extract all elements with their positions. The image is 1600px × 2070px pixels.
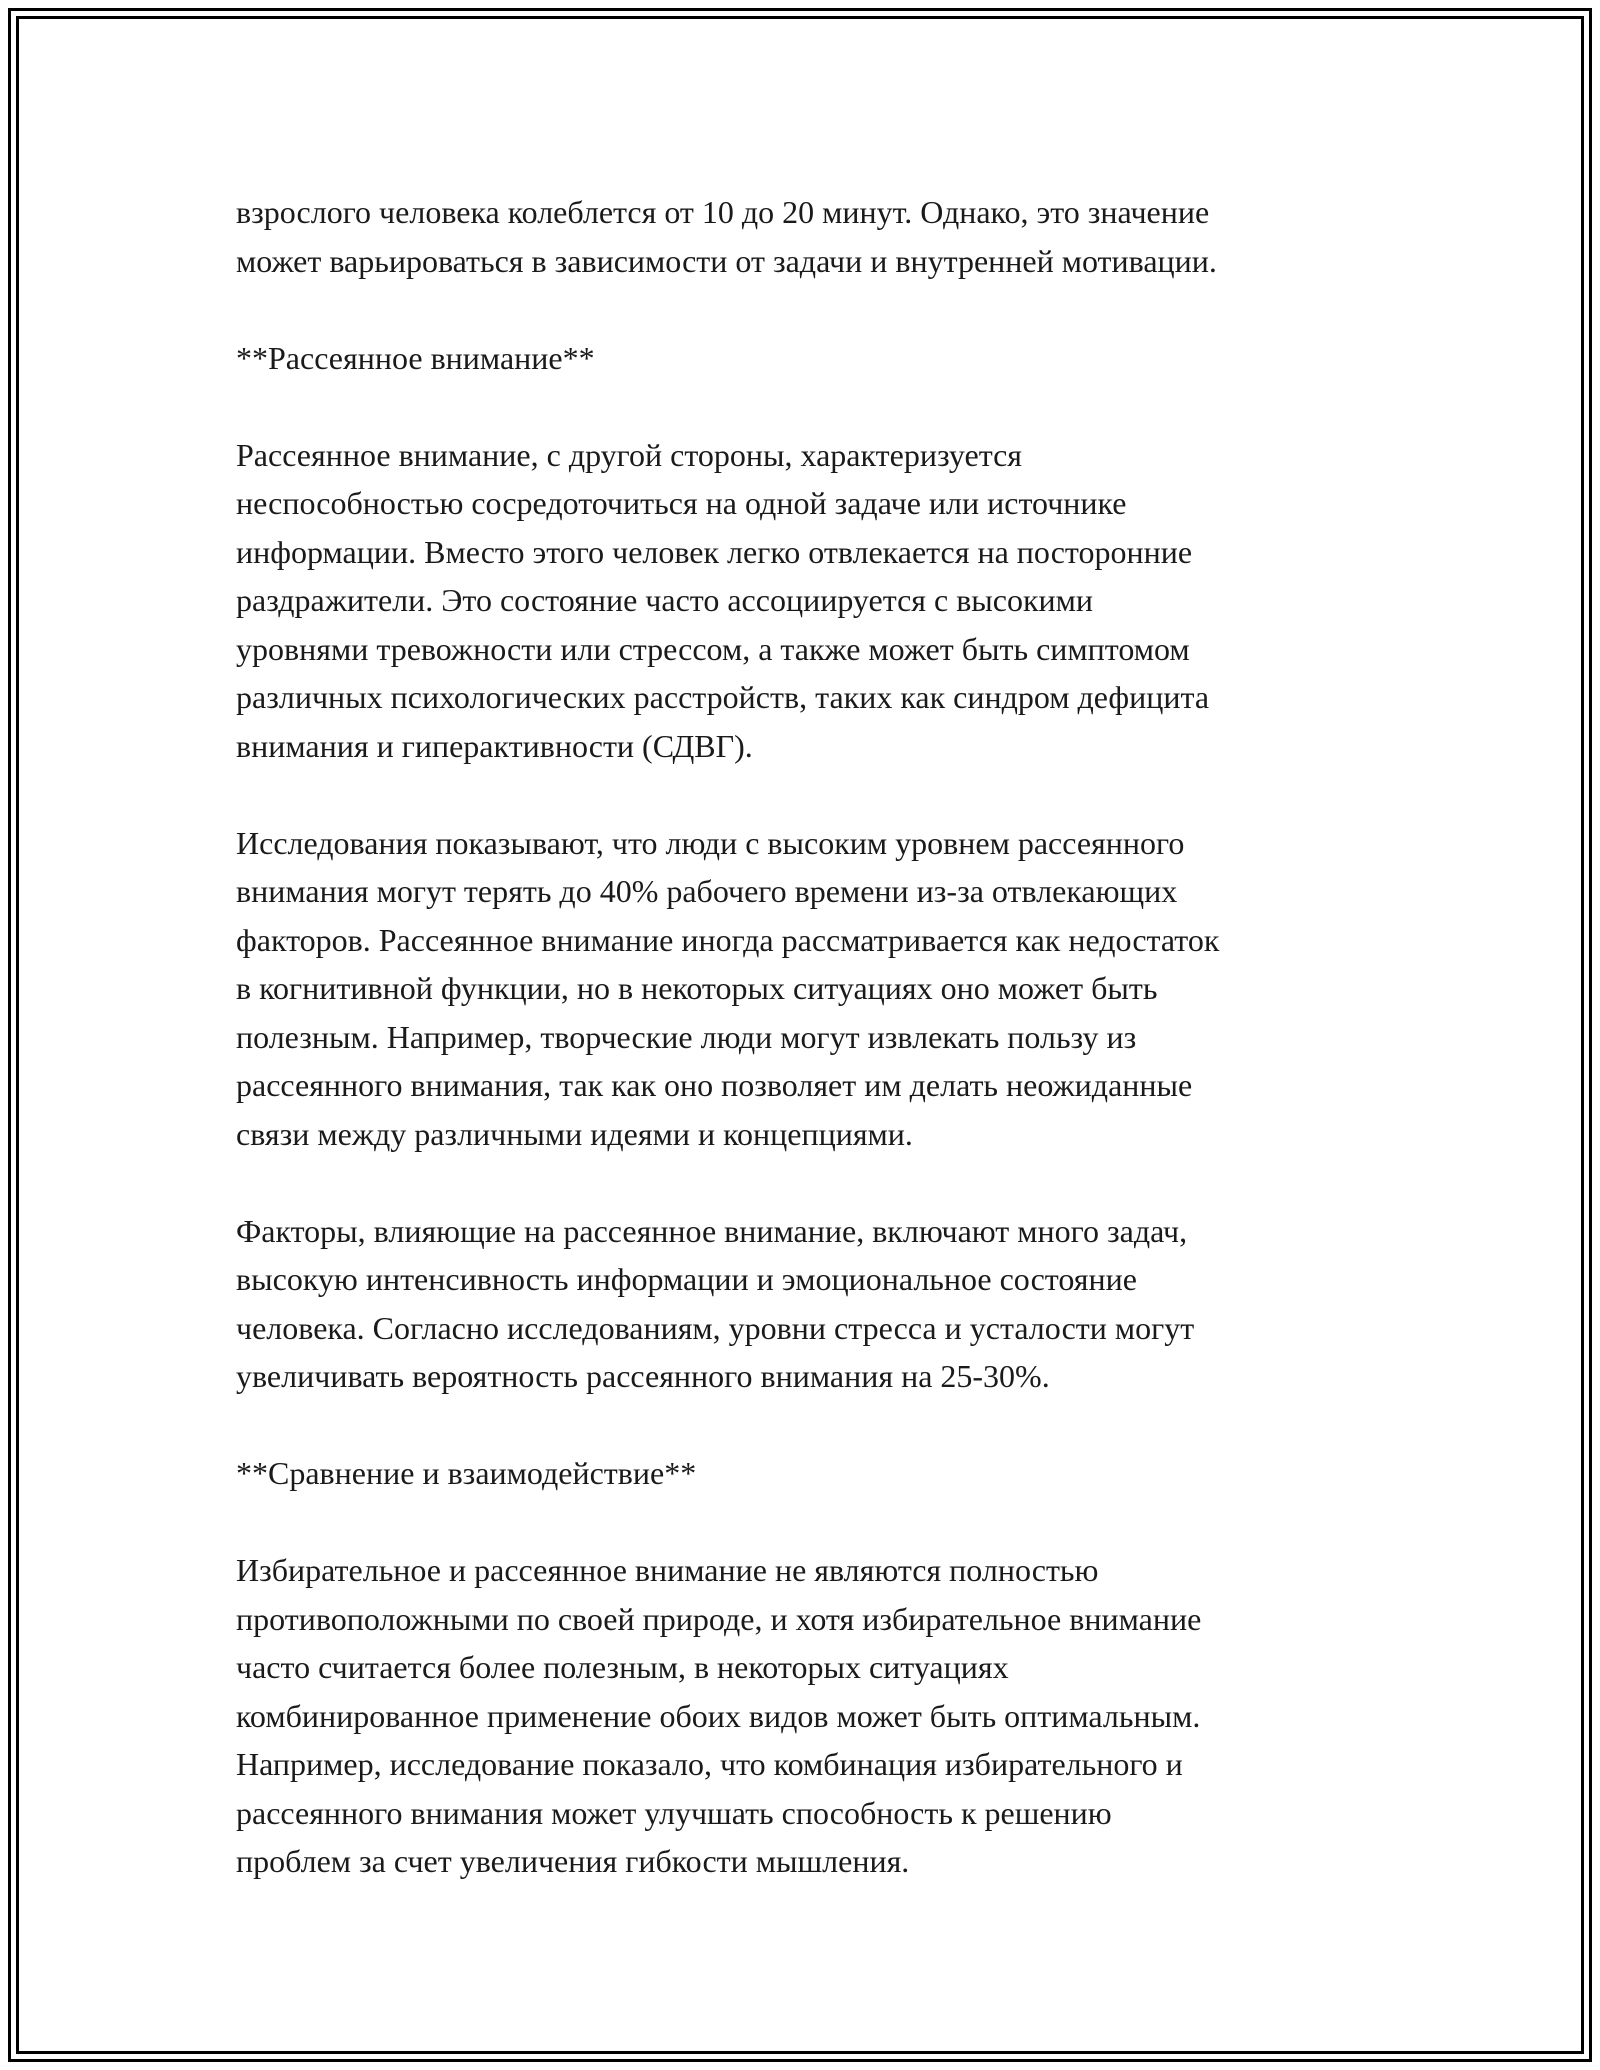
document-body <box>236 188 1386 1934</box>
paragraph-intro-continuation: взрослого человека колеблется от 10 до 20 минут. Однако, это значение может варьироваться в зависимости от задачи и внутренней мотивации. <box>236 194 1217 279</box>
paragraph-comparison: Избирательное и рассеянное внимание не являются полностью противоположными по своей природе, и хотя избирательное внимание часто считается более полезным, в некоторых ситуациях комбинированное применение обоих видов может быть оптимальным. Например, исследование показало, что комбинация избирательного и рассеянного внимания может улучшать способность к решению проблем за счет увеличения гибкости мышления. <box>236 1552 1202 1879</box>
heading-comparison: **Сравнение и взаимодействие** <box>236 1455 697 1491</box>
paragraph-scattered-definition: Рассеянное внимание, с другой стороны, характеризуется неспособностью сосредоточиться на одной задаче или источнике информации. Вместо этого человек легко отвлекается на посторонние раздражители. Это состояние часто ассоциируется с высокими уровнями тревожности или стрессом, а также может быть симптомом различных психологических расстройств, таких как синдром дефицита внимания и гиперактивности (СДВГ). <box>236 436 1210 764</box>
paragraph-research: Исследования показывают, что люди с высоким уровнем рассеянного внимания могут терять до 40% рабочего времени из-за отвлекающих факторов. Рассеянное внимание иногда рассматривается как недостаток в когнитивной функции, но в некоторых ситуациях оно может быть полезным. Например, творческие люди могут извлекать пользу из рассеянного внимания, так как оно позволяет им делать неожиданные связи между различными идеями и концепциями. <box>236 824 1220 1152</box>
paragraph-factors: Факторы, влияющие на рассеянное внимание, включают много задач, высокую интенсивность информации и эмоциональное состояние человека. Согласно исследованиям, уровни стресса и усталости могут увеличивать вероятность рассеянного внимания на 25-30%. <box>236 1212 1195 1394</box>
heading-scattered-attention: **Рассеянное внимание** <box>236 339 595 376</box>
